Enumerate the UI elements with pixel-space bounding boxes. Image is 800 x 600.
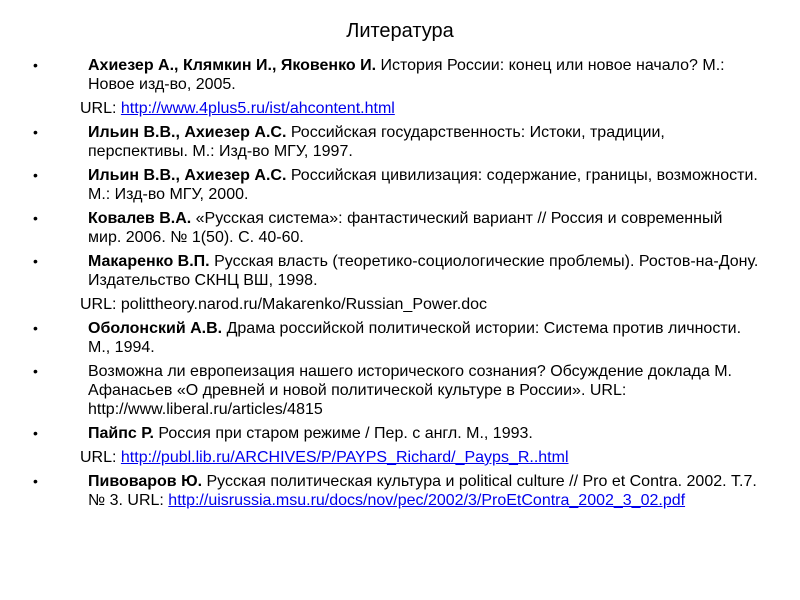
- reference-item: [0, 472, 800, 510]
- reference-item: [0, 319, 800, 357]
- reference-url-line: [0, 448, 800, 467]
- reference-author: Пайпс Р.: [88, 425, 154, 442]
- reference-author: Оболонский А.В.: [88, 320, 223, 337]
- bullet-icon: •: [33, 253, 38, 269]
- bullet-icon: •: [33, 124, 38, 140]
- reference-text: История России: конец или новое начало? М.: Новое изд-во, 2005.: [88, 57, 725, 93]
- reference-author: Макаренко В.П.: [88, 253, 210, 270]
- bullet-icon: •: [33, 363, 38, 379]
- reference-url-link[interactable]: http://www.4plus5.ru/ist/ahcontent.html: [120, 100, 395, 117]
- reference-text: «Русская система»: фантастический вариант // Россия и современный мир. 2006. № 1(50). С. 40-60.: [88, 210, 723, 246]
- slide-title: Литература: [346, 20, 454, 42]
- reference-text: Русская политическая культура и political culture // Pro et Contra. 2002. Т.7. № 3. URL:: [88, 473, 757, 509]
- url-prefix: URL:: [80, 449, 121, 466]
- bullet-icon: •: [33, 425, 38, 441]
- reference-text: Российская государственность: Истоки, традиции, перспективы. М.: Изд-во МГУ, 1997.: [88, 124, 665, 160]
- bullet-icon: •: [33, 320, 38, 336]
- reference-item: [0, 362, 800, 419]
- bullet-icon: •: [33, 473, 38, 489]
- reference-url-link[interactable]: http://uisrussia.msu.ru/docs/nov/pec/2002/3/ProEtContra_2002_3_02.pdf: [168, 492, 686, 509]
- reference-item: [0, 56, 800, 94]
- bullet-icon: •: [33, 57, 38, 73]
- reference-author: Ильин В.В., Ахиезер А.С.: [88, 124, 287, 141]
- reference-author: Ильин В.В., Ахиезер А.С.: [88, 167, 287, 184]
- reference-url-link[interactable]: http://publ.lib.ru/ARCHIVES/P/PAYPS_Richard/_Payps_R..html: [120, 449, 569, 466]
- reference-text: Русская власть (теоретико-социологические проблемы). Ростов-на-Дону. Издательство СКНЦ ВШ, 1998.: [88, 253, 759, 289]
- reference-text: Российская цивилизация: содержание, границы, возможности. М.: Изд-во МГУ, 2000.: [88, 167, 758, 203]
- reference-item: [0, 166, 800, 204]
- bullet-icon: •: [33, 167, 38, 183]
- reference-url-text: polittheory.narod.ru/Makarenko/Russian_Power.doc: [120, 296, 488, 313]
- reference-item: [0, 123, 800, 161]
- reference-author: Пивоваров Ю.: [88, 473, 203, 490]
- reference-author: Ахиезер А., Клямкин И., Яковенко И.: [88, 57, 377, 74]
- bullet-icon: •: [33, 210, 38, 226]
- reference-text: Драма российской политической истории: Система против личности. М., 1994.: [88, 320, 742, 356]
- reference-url-line: [0, 295, 800, 314]
- references-list: [0, 56, 800, 515]
- url-prefix: URL:: [80, 100, 121, 117]
- reference-item: [0, 209, 800, 247]
- reference-author: Ковалев В.А.: [88, 210, 192, 227]
- url-prefix: URL:: [80, 296, 121, 313]
- reference-text: Россия при старом режиме / Пер. с англ. М., 1993.: [153, 425, 533, 442]
- reference-item: [0, 252, 800, 290]
- reference-item: [0, 424, 800, 443]
- reference-url-line: [0, 99, 800, 118]
- reference-text: Возможна ли европеизация нашего исторического сознания? Обсуждение доклада М. Афанасьев «О древней и новой политической культуре в России». URL: http://www.liberal.ru/articles/4815: [88, 363, 732, 418]
